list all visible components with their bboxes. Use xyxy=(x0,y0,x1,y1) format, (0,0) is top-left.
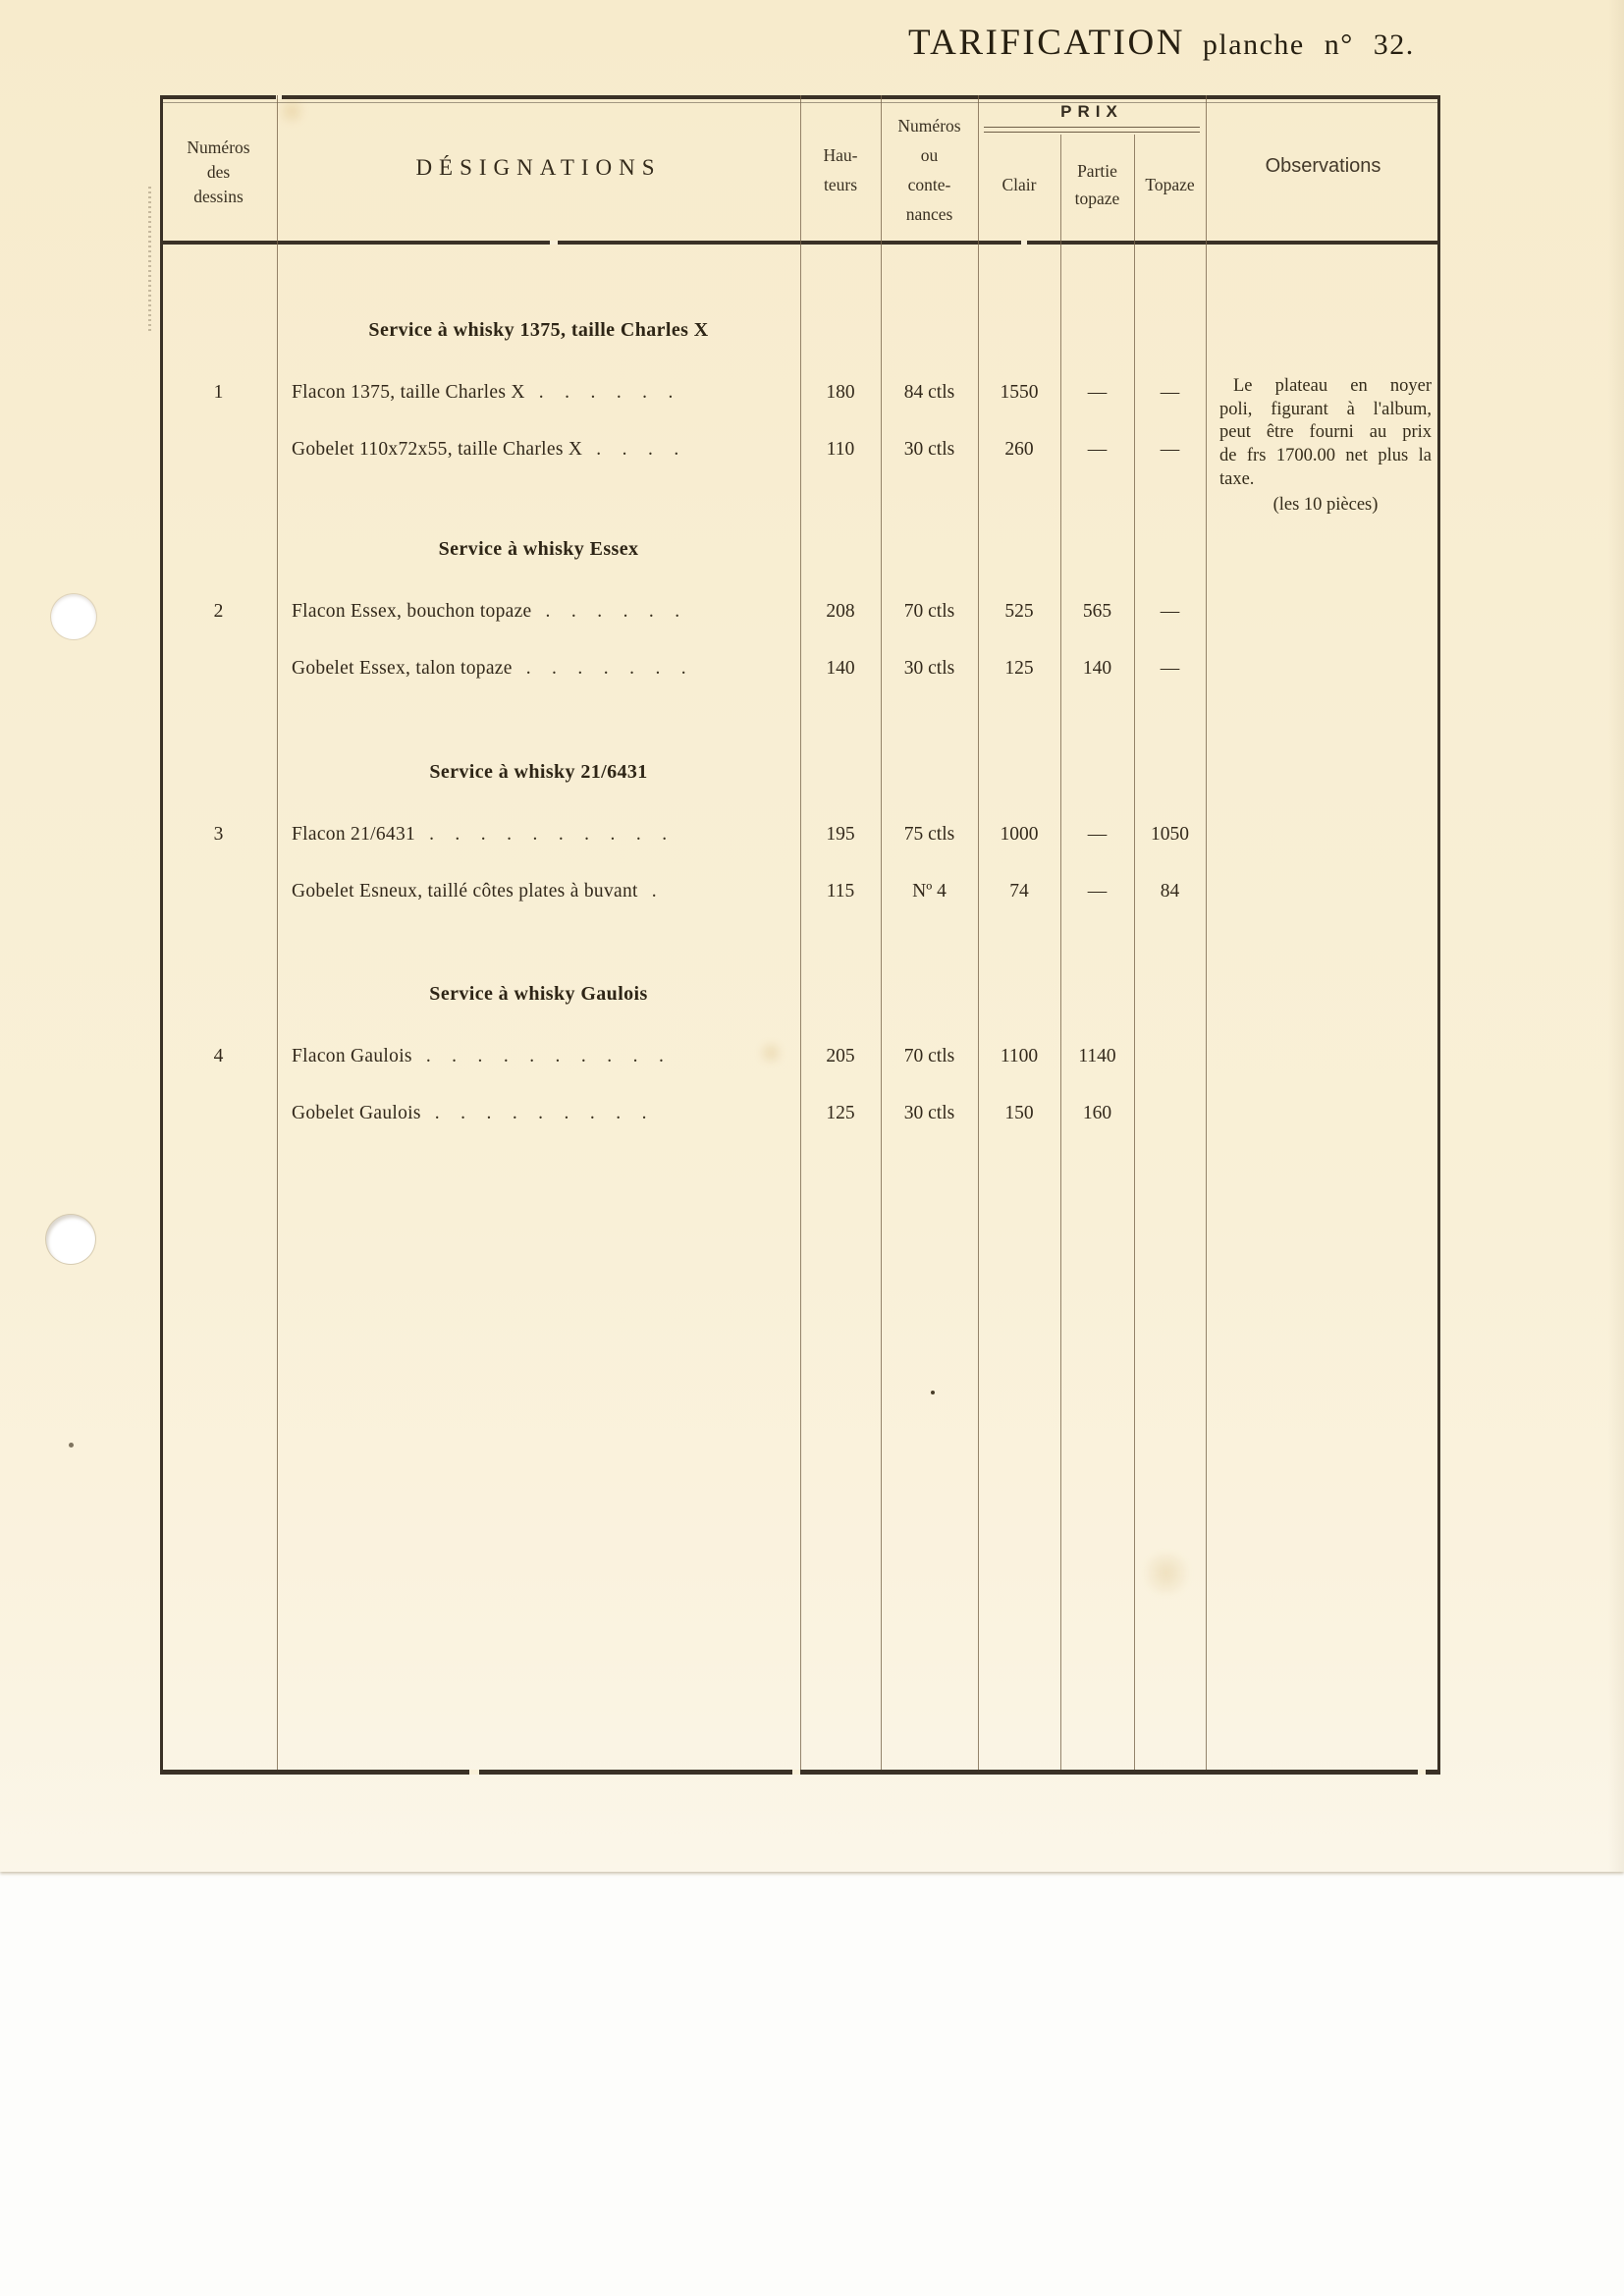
cell-prix-topaze: — xyxy=(1160,601,1180,622)
header-line: nances xyxy=(905,204,953,224)
cell-designation xyxy=(292,657,798,681)
cell-drawing-number: 3 xyxy=(213,824,224,845)
cell-contenance: Nº 4 xyxy=(912,881,947,902)
cell-designation xyxy=(292,823,798,847)
col-divider-topaze xyxy=(1206,95,1207,1770)
header-partie-topaze xyxy=(1060,157,1134,212)
dot-leader: . xyxy=(651,881,657,902)
designation-text: Flacon Gaulois xyxy=(292,1046,412,1066)
col-divider-designations xyxy=(800,95,801,1770)
cell-contenance: 30 ctls xyxy=(903,658,955,679)
header-clair: Clair xyxy=(1001,175,1037,194)
header-designations: DÉSIGNATIONS xyxy=(415,155,662,180)
cell-designation xyxy=(292,381,798,405)
cell-contenance: 30 ctls xyxy=(903,439,955,460)
header-line: topaze xyxy=(1074,189,1120,208)
cell-designation xyxy=(292,880,798,903)
header-line: des xyxy=(206,162,231,182)
printer-mark xyxy=(148,187,151,334)
cell-prix-clair: 125 xyxy=(1004,658,1034,679)
header-line: Partie xyxy=(1077,161,1117,181)
cell-prix-partie-topaze: 565 xyxy=(1082,601,1112,622)
table-bottom-border xyxy=(160,1770,1440,1775)
stain xyxy=(1139,1552,1194,1595)
col-divider-partie xyxy=(1134,135,1135,1770)
punch-hole-bottom xyxy=(46,1215,95,1264)
border-gap xyxy=(792,1770,800,1775)
border-gap xyxy=(1418,1770,1426,1775)
cell-designation xyxy=(292,1102,798,1125)
note-line: Le plateau en noyer xyxy=(1233,376,1432,396)
section-heading: Service à whisky Gaulois xyxy=(429,983,648,1005)
designation-text: Gobelet Esneux, taillé côtes plates à buvant xyxy=(292,881,638,902)
designation-text: Flacon 1375, taille Charles X xyxy=(292,382,525,403)
stain xyxy=(275,98,308,124)
designation-text: Flacon 21/6431 xyxy=(292,824,416,845)
designation-text: Gobelet Gaulois xyxy=(292,1103,421,1123)
header-line: dessins xyxy=(193,187,244,206)
cell-contenance: 70 ctls xyxy=(903,601,955,622)
cell-prix-partie-topaze: 140 xyxy=(1082,658,1112,679)
header-numeros-dessins xyxy=(160,136,277,209)
designation-text: Flacon Essex, bouchon topaze xyxy=(292,601,532,622)
header-contenances xyxy=(881,111,978,229)
note-line: poli, figurant à l'album, xyxy=(1219,399,1432,419)
cell-prix-partie-topaze: — xyxy=(1087,382,1108,403)
cell-hauteur: 140 xyxy=(826,658,855,679)
cell-hauteur: 208 xyxy=(826,601,855,622)
cell-prix-partie-topaze: 160 xyxy=(1082,1103,1112,1123)
section-heading: Service à whisky 1375, taille Charles X xyxy=(368,319,709,341)
col-divider-contenances xyxy=(978,95,979,1770)
dot-leader: . . . . . . xyxy=(545,601,680,622)
header-line: teurs xyxy=(823,175,858,194)
dot-leader: . . . . . . . . . . xyxy=(429,824,668,845)
cell-prix-clair: 1100 xyxy=(1000,1046,1039,1066)
punch-hole-top xyxy=(51,594,96,639)
page-title xyxy=(908,22,1438,64)
cell-prix-partie-topaze: — xyxy=(1087,824,1108,845)
cell-contenance: 70 ctls xyxy=(903,1046,955,1066)
dot-leader: . . . . . . xyxy=(538,382,674,403)
cell-prix-partie-topaze: 1140 xyxy=(1078,1046,1116,1066)
dot-leader: . . . . xyxy=(596,439,679,460)
header-topaze: Topaze xyxy=(1145,175,1195,194)
table-left-border xyxy=(160,95,163,1775)
note-line: peut être fourni au prix xyxy=(1219,422,1432,443)
cell-prix-topaze: — xyxy=(1160,382,1180,403)
cell-hauteur: 110 xyxy=(826,439,855,460)
note-line: taxe. xyxy=(1219,468,1255,489)
header-hauteurs xyxy=(800,140,881,199)
header-line: Numéros xyxy=(897,116,961,136)
stain xyxy=(756,1041,785,1065)
header-line: ou xyxy=(920,145,939,165)
table-right-border xyxy=(1437,95,1440,1775)
dot-leader: . . . . . . . . . . xyxy=(425,1046,665,1066)
cell-designation xyxy=(292,600,798,624)
border-gap xyxy=(469,1770,479,1775)
cell-prix-clair: 74 xyxy=(1009,881,1029,902)
cell-contenance: 84 ctls xyxy=(903,382,955,403)
cell-prix-topaze: 84 xyxy=(1160,881,1180,902)
cell-hauteur: 180 xyxy=(826,382,855,403)
cell-prix-topaze: — xyxy=(1160,439,1180,460)
designation-text: Gobelet Essex, talon topaze xyxy=(292,658,513,679)
cell-hauteur: 125 xyxy=(826,1103,855,1123)
cell-prix-clair: 260 xyxy=(1004,439,1034,460)
cell-prix-topaze: 1050 xyxy=(1151,824,1189,845)
cell-prix-clair: 1550 xyxy=(1000,382,1039,403)
cell-prix-topaze: — xyxy=(1160,658,1180,679)
cell-prix-clair: 525 xyxy=(1004,601,1034,622)
cell-designation xyxy=(292,1045,798,1068)
dot-leader: . . . . . . . . . xyxy=(434,1103,647,1123)
cell-drawing-number: 1 xyxy=(213,382,224,403)
cell-contenance: 75 ctls xyxy=(903,824,955,845)
speck xyxy=(931,1391,935,1394)
cell-contenance: 30 ctls xyxy=(903,1103,955,1123)
observations-note xyxy=(1219,375,1432,517)
dot-leader: . . . . . . . xyxy=(525,658,686,679)
cell-designation xyxy=(292,438,798,462)
cell-hauteur: 205 xyxy=(826,1046,855,1066)
header-line: Numéros xyxy=(187,137,250,157)
title-suffix: planche n° 32. xyxy=(1202,28,1415,61)
col-divider-dessins xyxy=(277,95,278,1770)
note-pieces: (les 10 pièces) xyxy=(1272,494,1379,515)
section-heading: Service à whisky Essex xyxy=(438,538,639,560)
cell-drawing-number: 4 xyxy=(213,1046,224,1066)
header-prix: PRIX xyxy=(1060,102,1123,121)
cell-prix-clair: 1000 xyxy=(1000,824,1039,845)
prix-underline xyxy=(984,127,1200,133)
section-heading: Service à whisky 21/6431 xyxy=(429,761,648,783)
border-gap xyxy=(1021,241,1027,245)
cell-hauteur: 195 xyxy=(826,824,855,845)
cell-prix-clair: 150 xyxy=(1004,1103,1034,1123)
title-main: TARIFICATION xyxy=(908,23,1185,63)
header-observations: Observations xyxy=(1265,155,1381,177)
header-line: conte- xyxy=(907,175,951,194)
border-gap xyxy=(550,241,558,245)
cell-prix-partie-topaze: — xyxy=(1087,881,1108,902)
cell-drawing-number: 2 xyxy=(213,601,224,622)
col-divider-hauteurs xyxy=(881,95,882,1770)
designation-text: Gobelet 110x72x55, taille Charles X xyxy=(292,439,583,460)
col-divider-clair xyxy=(1060,135,1061,1770)
note-line: de frs 1700.00 net plus la xyxy=(1219,446,1432,466)
cell-hauteur: 115 xyxy=(826,881,855,902)
header-line: Hau- xyxy=(823,145,858,165)
cell-prix-partie-topaze: — xyxy=(1087,439,1108,460)
speck xyxy=(69,1443,74,1448)
